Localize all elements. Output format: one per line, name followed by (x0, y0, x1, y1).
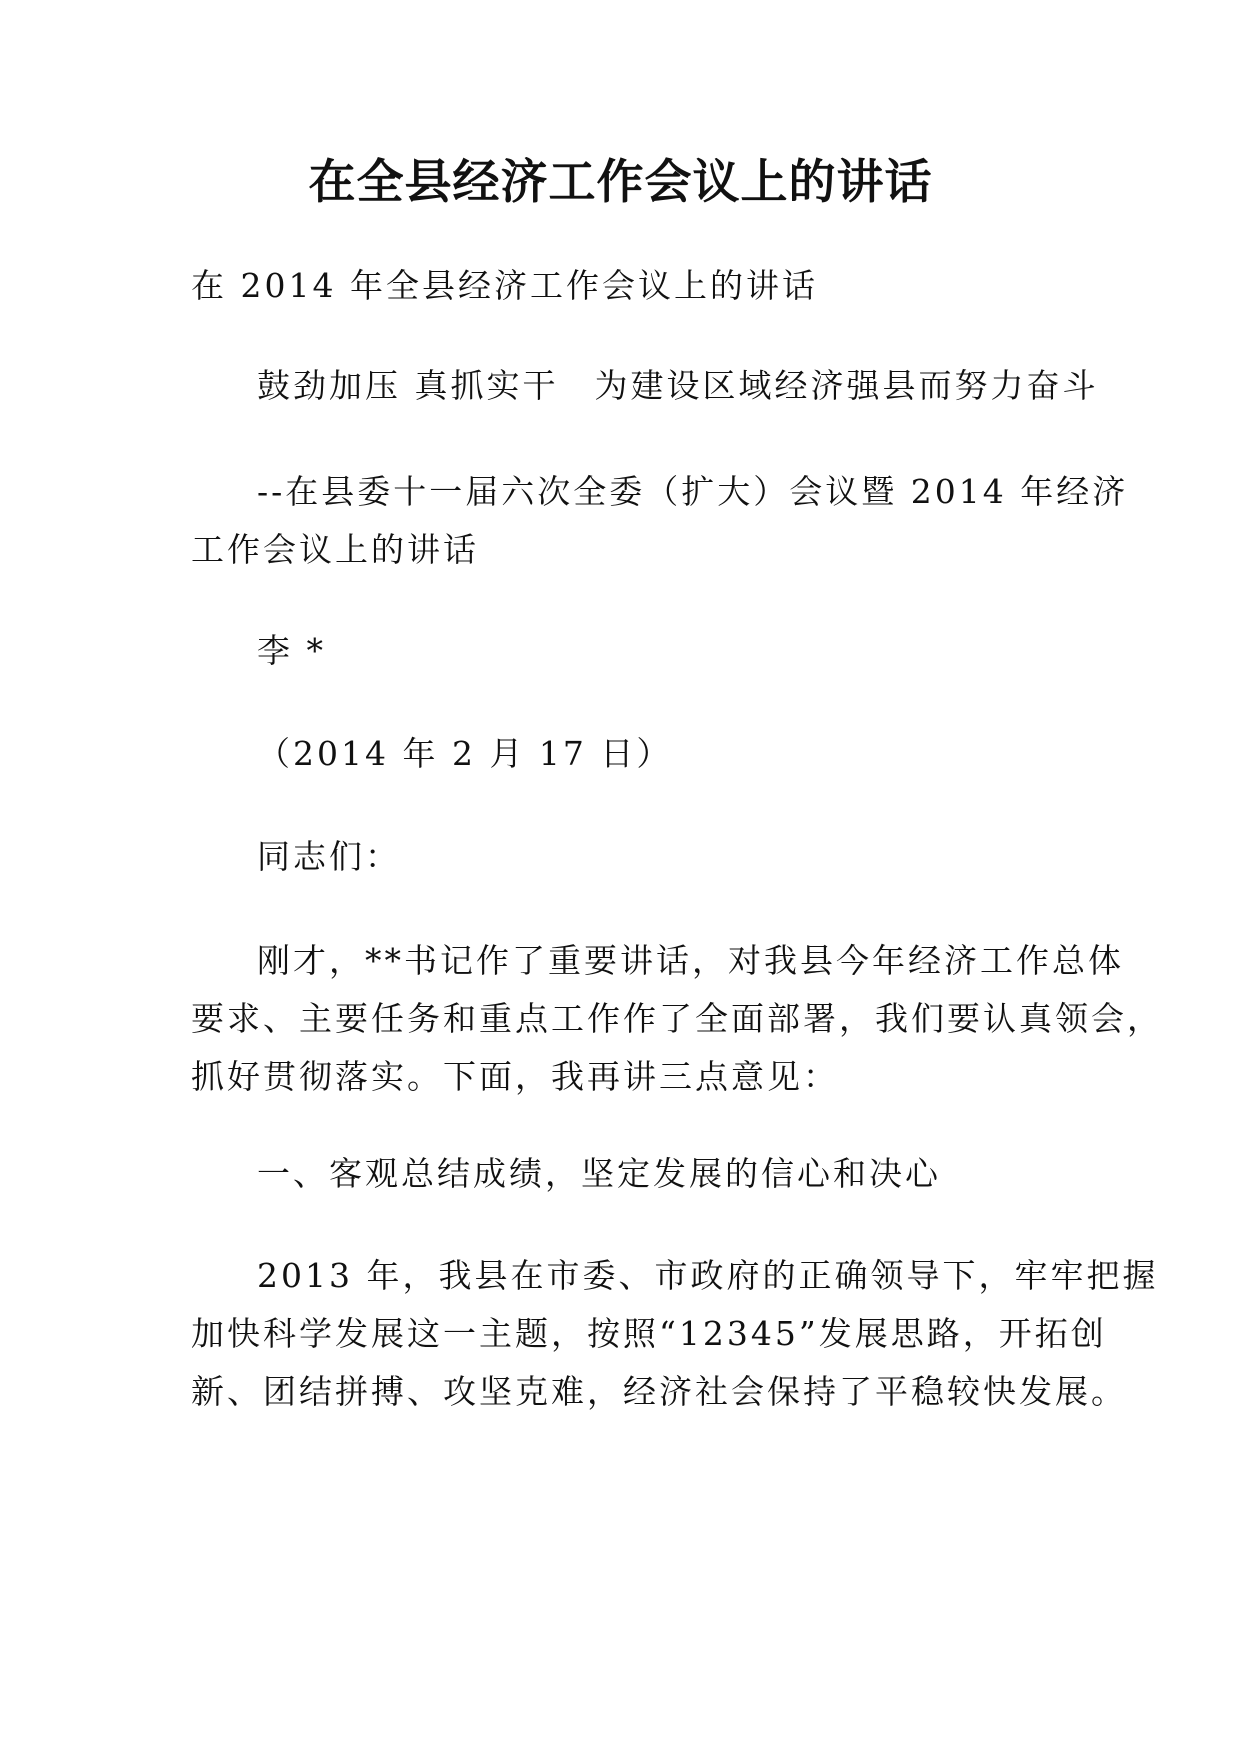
intro-line: 要求、主要任务和重点工作作了全面部署，我们要认真领会， (191, 999, 1163, 1038)
body-line: 新、团结拼搏、攻坚克难，经济社会保持了平稳较快发展。 (191, 1372, 1127, 1411)
section-heading: 一、客观总结成绩，坚定发展的信心和决心 (257, 1154, 941, 1193)
intro-paragraph (191, 932, 1163, 1106)
salutation: 同志们： (257, 837, 401, 876)
occasion-line: 工作会议上的讲话 (191, 530, 479, 569)
intro-line: 抓好贯彻落实。下面，我再讲三点意见： (191, 1057, 839, 1096)
body-line: 加快科学发展这一主题，按照“12345”发展思路，开拓创 (191, 1314, 1107, 1353)
occasion-paragraph (191, 463, 1129, 579)
speaker-name: 李 * (257, 631, 326, 670)
occasion-line: --在县委十一届六次全委（扩大）会议暨 2014 年经济 (257, 472, 1129, 511)
document-title: 在全县经济工作会议上的讲话 (308, 155, 933, 210)
theme-line: 鼓劲加压 真抓实干 为建设区域经济强县而努力奋斗 (257, 366, 1099, 405)
body-line: 2013 年，我县在市委、市政府的正确领导下，牢牢把握 (257, 1256, 1159, 1295)
speech-date: （2014 年 2 月 17 日） (257, 734, 673, 773)
body-paragraph (191, 1247, 1159, 1421)
subtitle-line: 在 2014 年全县经济工作会议上的讲话 (191, 266, 818, 305)
intro-line: 刚才，**书记作了重要讲话，对我县今年经济工作总体 (257, 941, 1124, 980)
